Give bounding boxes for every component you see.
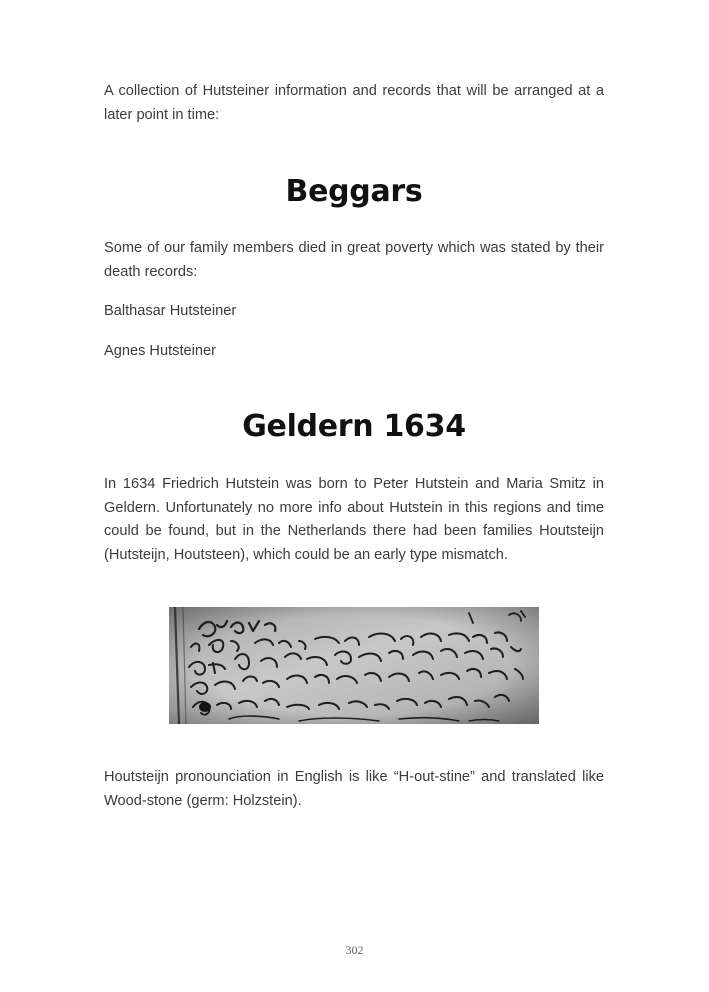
geldern-heading-block xyxy=(104,409,604,445)
page-number: 302 xyxy=(345,943,364,957)
geldern-paragraph: In 1634 Friedrich Hutstein was born to Peter Hutstein and Maria Smitz in Geldern. Unfortunately no more info about Hutstein in this regions and time could be found, but in the Netherlands there had been families Houtsteijn (Hutsteijn, Houtsteen), which could be an early type mismatch. xyxy=(104,476,604,563)
intro-paragraph-block xyxy=(104,80,604,127)
beggars-heading: Beggars xyxy=(285,174,423,209)
beggars-paragraph: Some of our family members died in great poverty which was stated by their death records: xyxy=(104,240,604,280)
handwritten-record-icon xyxy=(169,607,539,724)
intro-paragraph: A collection of Hutsteiner information and records that will be arranged at a later point in time: xyxy=(104,83,604,123)
geldern-after-paragraph-block xyxy=(104,766,604,813)
beggars-heading-block xyxy=(104,174,604,210)
pronunciation-paragraph: Houtsteijn pronounciation in English is like “H-out-stine” and translated like Wood-stone (germ: Holzstein). xyxy=(104,769,604,809)
geldern-heading: Geldern 1634 xyxy=(242,409,466,444)
beggar-name-1-block xyxy=(104,300,604,324)
beggars-paragraph-block xyxy=(104,237,604,284)
beggar-name-2-block xyxy=(104,340,604,364)
beggar-name: Balthasar Hutsteiner xyxy=(104,303,237,319)
geldern-paragraph-block xyxy=(104,473,604,567)
beggar-name: Agnes Hutsteiner xyxy=(104,343,216,359)
handwritten-record-image xyxy=(169,607,539,724)
